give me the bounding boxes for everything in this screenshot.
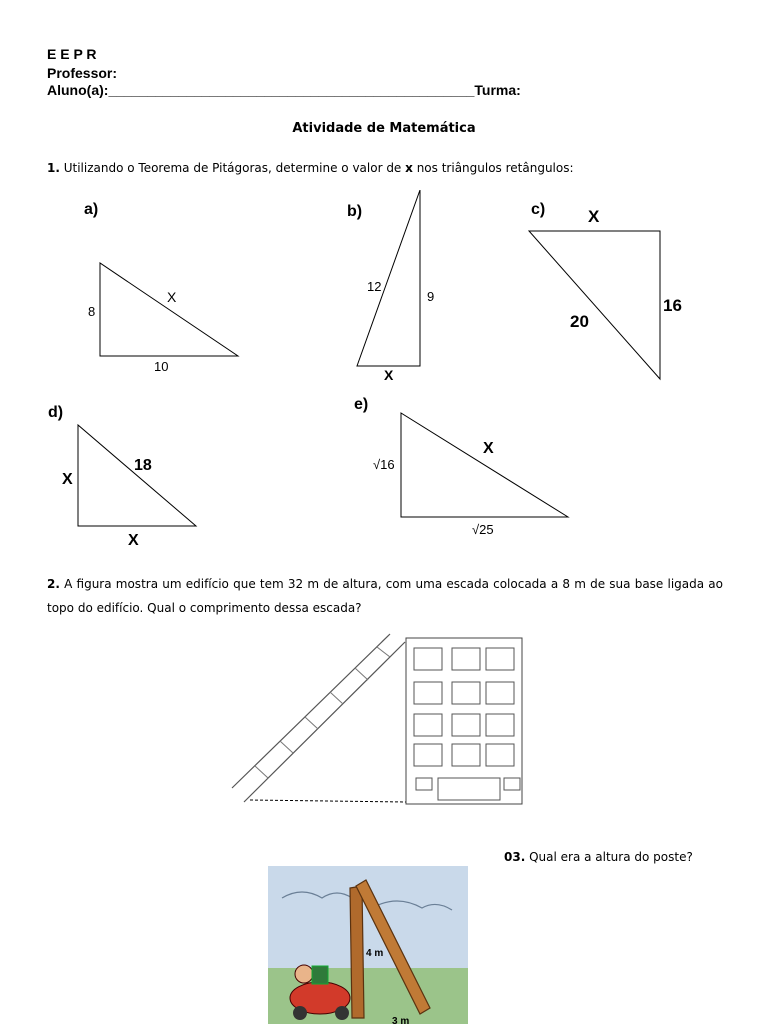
aluno-label: Aluno(a): bbox=[47, 82, 109, 98]
triangle-e-hyp: X bbox=[483, 440, 494, 457]
pole-label-height: 4 m bbox=[366, 948, 384, 959]
triangle-c-hyp: 20 bbox=[570, 312, 589, 331]
school-name: E E P R bbox=[47, 46, 97, 62]
ladder-base-dashed bbox=[250, 800, 406, 802]
triangle-b-hyp: 12 bbox=[367, 279, 382, 294]
aluno-blank: _______________________________________________ bbox=[108, 82, 475, 98]
triangle-d-hyp: 18 bbox=[134, 457, 152, 474]
professor-label: Professor: bbox=[47, 65, 118, 81]
pole-label-base: 3 m bbox=[392, 1016, 410, 1024]
question-2-text bbox=[47, 572, 723, 620]
q3-number: 03. bbox=[504, 850, 526, 864]
ladder-rail-outer bbox=[232, 634, 390, 788]
triangle-e-side: √16 bbox=[373, 457, 395, 472]
sky bbox=[268, 866, 468, 976]
building-ladder-figure bbox=[228, 628, 528, 810]
triangle-d-id: d) bbox=[48, 404, 64, 421]
triangle-d-side: X bbox=[62, 471, 73, 488]
student-line bbox=[47, 82, 521, 98]
pole-cartoon bbox=[262, 858, 472, 1024]
triangle-d bbox=[78, 425, 196, 526]
q2-text: A figura mostra um edifício que tem 32 m de altura, com uma escada colocada a 8 m de sua base ligada ao topo do edifício. Qual o comprimento dessa escada? bbox=[47, 577, 723, 615]
triangle-b-base: X bbox=[384, 367, 394, 383]
triangles-figure bbox=[0, 190, 768, 550]
triangle-a-side-left: 8 bbox=[88, 304, 96, 319]
building bbox=[406, 638, 522, 804]
q2-number: 2. bbox=[47, 577, 60, 591]
question-3-text bbox=[504, 845, 693, 869]
triangle-c bbox=[529, 231, 660, 379]
triangle-e bbox=[401, 413, 568, 517]
pole-standing bbox=[350, 886, 364, 1018]
turma-label: Turma: bbox=[474, 82, 521, 98]
triangle-d-base: X bbox=[128, 532, 139, 549]
triangle-b-side: 9 bbox=[427, 289, 435, 304]
q1-text-after: nos triângulos retângulos: bbox=[412, 161, 574, 175]
triangle-c-top: X bbox=[588, 207, 600, 226]
triangle-c-id: c) bbox=[531, 201, 546, 218]
building-windows bbox=[414, 648, 520, 800]
triangle-b bbox=[357, 190, 420, 366]
triangle-b-id: b) bbox=[347, 203, 363, 220]
q1-number: 1. bbox=[47, 161, 60, 175]
q3-text: Qual era a altura do poste? bbox=[525, 850, 693, 864]
triangle-a bbox=[100, 263, 238, 356]
activity-title: Atividade de Matemática bbox=[292, 121, 476, 136]
triangle-e-base: √25 bbox=[472, 522, 494, 537]
question-1-text bbox=[47, 156, 574, 180]
q1-text-before: Utilizando o Teorema de Pitágoras, determine o valor de bbox=[59, 161, 406, 175]
ladder-rungs bbox=[255, 647, 390, 778]
triangle-c-side: 16 bbox=[663, 296, 682, 315]
triangle-a-base: 10 bbox=[154, 359, 169, 374]
triangle-e-id: e) bbox=[354, 396, 369, 413]
triangle-a-id: a) bbox=[84, 201, 99, 218]
q1-variable: x bbox=[405, 161, 413, 175]
ladder-rail-inner bbox=[244, 642, 405, 802]
triangle-a-hyp: X bbox=[167, 289, 177, 305]
